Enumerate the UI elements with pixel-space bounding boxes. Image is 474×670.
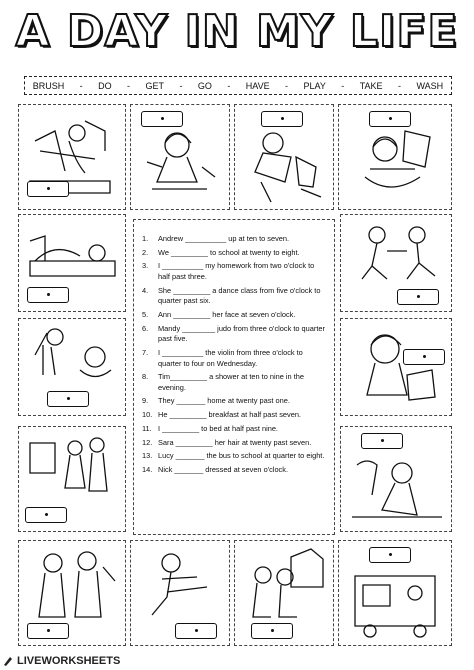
sentence-item [142,465,326,476]
sentence-list [134,220,334,476]
answer-box-1[interactable] [27,181,69,197]
sentence-text[interactable]: Mandy ________ judo from three o'clock to quarter past five. [158,323,325,344]
sentence-text[interactable]: We _________ to school at twenty to eight. [158,247,300,257]
answer-box-9[interactable] [403,349,445,365]
sentence-text[interactable]: He _________ breakfast at half past seven. [158,410,301,420]
answer-box-7[interactable] [25,507,67,523]
separator: - [179,80,183,91]
sentence-item [142,234,326,245]
separator: - [398,80,401,91]
answer-box-12[interactable] [175,623,217,639]
sentence-number: 8. [142,372,149,382]
worksheet-title: A DAY IN MY LIFE [15,6,459,57]
picture-panel-homework [340,318,452,416]
sentence-text[interactable]: Nick _______ dressed at seven o'clock. [158,464,289,474]
boy-dressing-illustration [241,127,327,205]
logo-text: LIVEWORKSHEETS [17,655,121,667]
sentence-number: 11. [142,423,152,433]
sentence-text[interactable]: I _________ to bed at half past nine. [158,423,278,433]
answer-box-3[interactable] [261,111,303,127]
sentence-item [142,451,326,462]
separator: - [341,80,345,91]
sentence-text[interactable]: Tim_________ a shower at ten to nine in the evening. [158,372,304,392]
answer-box-4[interactable] [369,111,411,127]
sentence-item [142,348,326,369]
sentence-number: 10. [142,410,153,420]
sentence-number: 14. [142,464,153,474]
sentence-number: 1. [142,234,149,243]
sentence-item [142,396,326,407]
children-walking-home-illustration [241,547,327,621]
separator: - [79,80,83,91]
boy-shower-illustration [25,325,119,385]
sentence-number: 4. [142,285,149,295]
boy-homework-illustration [347,325,445,411]
sentence-item [142,410,326,421]
sentence-text[interactable]: Lucy _______ the bus to school at quarter to eight. [158,451,325,461]
picture-panel-go-home [234,540,334,646]
sentence-item [142,310,326,321]
verb-word: PLAY [303,80,326,91]
verb-word: GO [197,80,212,91]
picture-panel-bus [338,540,452,646]
sentence-number: 3. [142,261,149,271]
pencil-icon [2,655,14,667]
sentence-number: 13. [142,451,153,461]
sentence-number: 2. [142,247,149,257]
sentence-item [142,248,326,259]
picture-panel-school [18,426,126,532]
sentence-number: 7. [142,347,149,357]
sentence-number: 12. [142,437,153,447]
children-school-illustration [25,433,119,503]
verb-word: HAVE [245,80,270,91]
answer-box-5[interactable] [27,287,69,303]
sentence-item [142,438,326,449]
girl-judo-illustration [347,455,445,525]
girl-kicking-illustration [137,547,223,621]
sentence-number: 9. [142,396,149,406]
liveworksheets-logo [2,655,120,667]
sentence-text[interactable]: She _________ a dance class from five o'clock to quarter past six. [158,285,321,306]
sentence-item [142,286,326,307]
picture-panel-shower [18,318,126,416]
children-dancing-illustration [347,221,445,281]
sentence-item [142,324,326,345]
sentence-number: 5. [142,309,149,319]
verb-bank [24,76,452,95]
verb-word: BRUSH [32,80,65,91]
sentence-text[interactable]: They _______ home at twenty past one. [158,396,290,406]
picture-panel-bed [18,214,126,312]
girl-bus-illustration [345,571,445,641]
girl-washing-illustration [137,127,223,205]
answer-box-11[interactable] [27,623,69,639]
answer-box-8[interactable] [397,289,439,305]
verb-word: DO [98,80,112,91]
picture-panel-dressed [234,104,334,210]
answer-box-10[interactable] [361,433,403,449]
boy-sleeping-illustration [25,221,119,281]
picture-panel-judo-kick [130,540,230,646]
answer-box-13[interactable] [251,623,293,639]
sentence-text[interactable]: Andrew __________ up at ten to seven. [158,234,290,243]
sentence-text[interactable]: Sara _________ her hair at twenty past seven. [158,437,312,447]
picture-panel-wakeup [18,104,126,210]
sentence-text[interactable]: Ann _________ her face at seven o'clock. [158,309,296,319]
boy-breakfast-illustration [345,127,445,205]
picture-panel-dance [340,214,452,312]
picture-panel-judo [340,426,452,532]
separator: - [227,80,231,91]
sentences-panel [133,219,335,535]
separator: - [285,80,289,91]
sentence-item [142,372,326,393]
picture-panel-violin [18,540,126,646]
sentence-number: 6. [142,323,149,333]
girls-violin-illustration [25,547,119,621]
picture-panel-breakfast [338,104,452,210]
sentence-item [142,261,326,282]
answer-box-14[interactable] [369,547,411,563]
answer-box-6[interactable] [47,391,89,407]
answer-box-2[interactable] [141,111,183,127]
separator: - [127,80,131,91]
verb-word: WASH [416,80,444,91]
picture-panel-washface [130,104,230,210]
sentence-text[interactable]: I __________ my homework from two o'clock to half past three. [158,261,315,281]
sentence-text[interactable]: I __________ the violin from three o'clock to quarter to four on Wednesday. [158,347,303,368]
verb-word: GET [145,80,164,91]
sentence-item [142,424,326,435]
verb-word: TAKE [359,80,383,91]
